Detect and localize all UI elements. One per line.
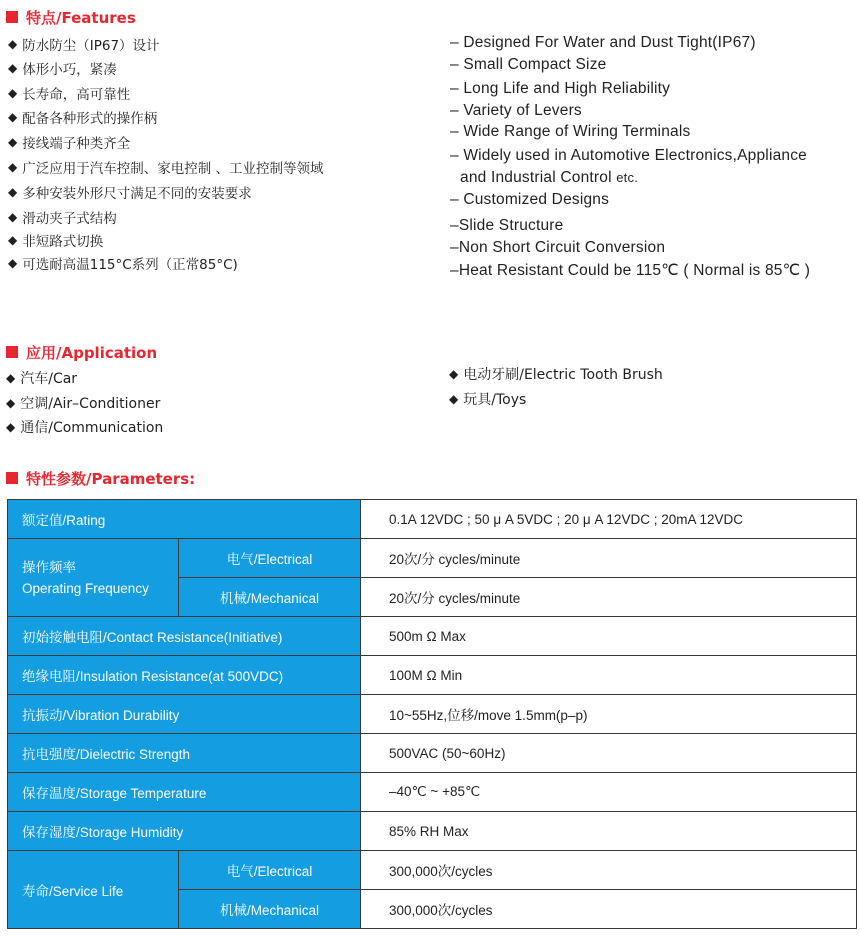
vibration-value: 10~55Hz,位移/move 1.5mm(p–p): [361, 695, 857, 734]
list-item: – Small Compact Size: [450, 56, 607, 73]
list-item: –Non Short Circuit Conversion: [450, 239, 666, 256]
diamond-bullet-icon: ◆: [8, 233, 18, 247]
diamond-bullet-icon: ◆: [449, 392, 459, 406]
operating-frequency-label: 操作频率 Operating Frequency: [8, 539, 179, 617]
service-life-label: 寿命/Service Life: [8, 851, 179, 929]
diamond-bullet-icon: ◆: [6, 420, 16, 434]
dielectric-value: 500VAC (50~60Hz): [361, 734, 857, 773]
list-item: ◆ 滑动夹子式结构: [8, 210, 117, 227]
table-row: [8, 617, 857, 656]
table-row: [8, 656, 857, 695]
table-row: [8, 539, 857, 578]
life-electrical-value: 300,000次/cycles: [361, 851, 857, 890]
list-item: – Widely used in Automotive Electronics,Appliance: [450, 147, 808, 164]
diamond-bullet-icon: ◆: [449, 367, 459, 381]
table-row: [8, 734, 857, 773]
list-item: ◆ 配备各种形式的操作柄: [8, 110, 158, 127]
diamond-bullet-icon: ◆: [6, 371, 16, 385]
list-item: ◆ 空调/Air–Conditioner: [6, 396, 161, 412]
list-item: –Heat Resistant Could be 115℃ ( Normal is 85℃ ): [450, 262, 811, 279]
table-row: [8, 773, 857, 812]
opfreq-mechanical-value: 20次/分 cycles/minute: [361, 578, 857, 617]
red-square-icon: [6, 11, 18, 23]
list-item: – Wide Range of Wiring Terminals: [450, 123, 691, 140]
table-row: [8, 812, 857, 851]
list-item: ◆ 可选耐高温115°C系列（正常85°C): [8, 256, 238, 273]
diamond-bullet-icon: ◆: [8, 210, 18, 224]
life-electrical-label: 电气/Electrical: [179, 851, 361, 890]
red-square-icon: [6, 346, 18, 358]
parameters-table: [7, 499, 857, 929]
insulation-resistance-value: 100M Ω Min: [361, 656, 857, 695]
list-item: ◆ 非短路式切换: [8, 233, 104, 250]
features-heading: 特点/Features: [6, 7, 136, 27]
opfreq-electrical-label: 电气/Electrical: [179, 539, 361, 578]
diamond-bullet-icon: ◆: [8, 110, 18, 124]
rating-label: 额定值/Rating: [8, 500, 361, 539]
diamond-bullet-icon: ◆: [8, 185, 18, 199]
life-mechanical-value: 300,000次/cycles: [361, 890, 857, 929]
list-item: ◆ 防水防尘（IP67）设计: [8, 37, 160, 54]
storage-temperature-label: 保存温度/Storage Temperature: [8, 773, 361, 812]
list-item: ◆ 汽车/Car: [6, 371, 78, 387]
contact-resistance-value: 500m Ω Max: [361, 617, 857, 656]
storage-humidity-value: 85% RH Max: [361, 812, 857, 851]
dielectric-label: 抗电强度/Dielectric Strength: [8, 734, 361, 773]
storage-temperature-value: –40℃ ~ +85℃: [361, 773, 857, 812]
parameters-heading: 特性参数/Parameters:: [6, 468, 195, 488]
list-item: –Slide Structure: [450, 217, 564, 234]
list-item: ◆ 长寿命，高可靠性: [8, 86, 131, 103]
diamond-bullet-icon: ◆: [8, 37, 18, 51]
table-row: [8, 500, 857, 539]
rating-value: 0.1A 12VDC ; 50 μ A 5VDC ; 20 μ A 12VDC ; 20mA 12VDC: [361, 500, 857, 539]
diamond-bullet-icon: ◆: [8, 256, 18, 270]
list-item: ◆ 接线端子种类齐全: [8, 135, 131, 152]
diamond-bullet-icon: ◆: [8, 61, 18, 75]
list-item: ◆ 广泛应用于汽车控制、家电控制 、工业控制等领域: [8, 160, 324, 177]
list-item: ◆ 通信/Communication: [6, 420, 164, 436]
diamond-bullet-icon: ◆: [8, 135, 18, 149]
list-item: – Variety of Levers: [450, 102, 582, 119]
table-row: [8, 851, 857, 890]
list-item: ◆ 电动牙刷/Electric Tooth Brush: [449, 367, 663, 383]
list-item: and Industrial Control etc.: [460, 169, 639, 186]
diamond-bullet-icon: ◆: [6, 396, 16, 410]
list-item: ◆ 体形小巧，紧凑: [8, 61, 117, 78]
table-row: [8, 695, 857, 734]
list-item: – Long Life and High Reliability: [450, 80, 671, 97]
life-mechanical-label: 机械/Mechanical: [179, 890, 361, 929]
contact-resistance-label: 初始接触电阻/Contact Resistance(Initiative): [8, 617, 361, 656]
diamond-bullet-icon: ◆: [8, 160, 18, 174]
opfreq-electrical-value: 20次/分 cycles/minute: [361, 539, 857, 578]
list-item: – Designed For Water and Dust Tight(IP67): [450, 34, 756, 51]
insulation-resistance-label: 绝缘电阻/Insulation Resistance(at 500VDC): [8, 656, 361, 695]
list-item: ◆ 玩具/Toys: [449, 392, 527, 408]
application-heading: 应用/Application: [6, 342, 157, 362]
vibration-label: 抗振动/Vibration Durability: [8, 695, 361, 734]
list-item: – Customized Designs: [450, 191, 610, 208]
list-item: ◆ 多种安装外形尺寸满足不同的安装要求: [8, 185, 252, 202]
storage-humidity-label: 保存湿度/Storage Humidity: [8, 812, 361, 851]
diamond-bullet-icon: ◆: [8, 86, 18, 100]
red-square-icon: [6, 472, 18, 484]
opfreq-mechanical-label: 机械/Mechanical: [179, 578, 361, 617]
